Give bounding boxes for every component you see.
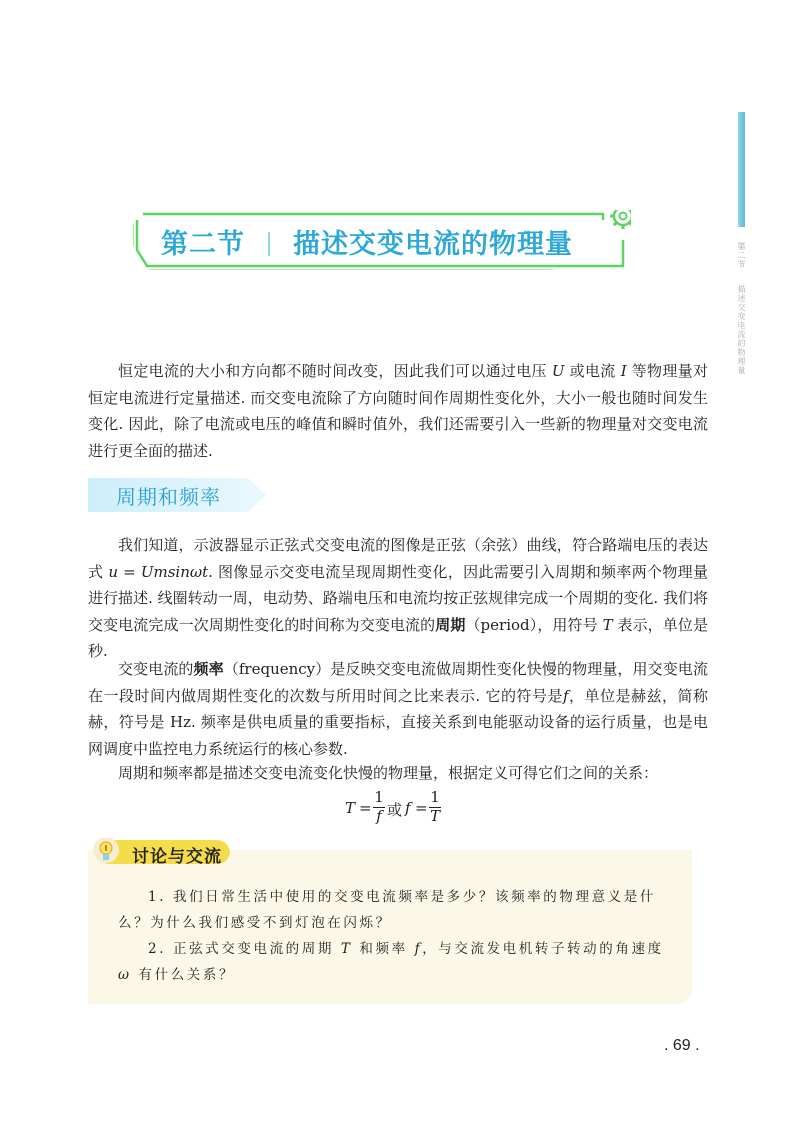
chapter-number: 第二节 [161,229,245,260]
gear-icon [610,210,631,229]
chapter-heading [133,210,631,270]
side-tab-chapter: 第二节 [737,242,746,269]
intro-paragraph: 恒定电流的大小和方向都不随时间改变，因此我们可以通过电压 U 或电流 I 等物理量对恒定电流进行定量描述. 而交变电流除了方向随时间作周期性变化外，大小一般也随时间发生变化. 因此，除了电流或电压的峰值和瞬时值外，我们还需要引入一些新的物理量对交变电流进行更全面的描述. [88,362,708,460]
discussion-tab [88,838,233,866]
section-heading [88,478,268,512]
formula-or: 或 [387,801,403,819]
period-frequency-formula: T = 1 f 或 f = 1 T [345,788,440,825]
chapter-divider [268,232,270,256]
discussion-question-2: 2. 正弦式交变电流的周期 T 和频率 f，与交流发电机转子转动的角速度 ω 有什么关系？ [118,941,664,983]
discussion-title: 讨论与交流 [132,847,222,867]
side-tab-title: 描述交变电流的物理量 [737,285,746,375]
chapter-title: 描述交变电流的物理量 [293,229,573,260]
frequency-paragraph: 交变电流的频率（frequency）是反映交变电流做周期性变化快慢的物理量，用交变电流在一段时间内做周期性变化的次数与所用时间之比来表示. 它的符号是f，单位是赫兹，简称赫，符号是 Hz. 频率是供电质量的重要指标，直接关系到电能驱动设备的运行质量，也是电网调度中监控电力系统运行的核心参数. [88,660,708,758]
period-paragraph: 我们知道，示波器显示正弦式交变电流的图像是正弦（余弦）曲线，符合路端电压的表达式 u = Umsinωt. 图像显示交变电流呈现周期性变化，因此需要引入周期和频率两个物理量进行描述. 线圈转动一周，电动势、路端电压和电流均按正弦规律完成一个周期的变化. 我们将交变电流完成一次周期性变化的时间称为交变电流的周期（period），用符号 T 表示，单位是秒. [88,536,708,660]
lightbulb-icon [93,838,119,863]
relation-paragraph: 周期和频率都是描述交变电流变化快慢的物理量，根据定义可得它们之间的关系： [118,764,659,782]
formula-f: f [405,799,411,817]
section-title: 周期和频率 [116,485,221,509]
formula-equals-2: = [415,799,428,817]
formula-t: T [345,799,356,817]
discussion-question-1: 1. 我们日常生活中使用的交变电流频率是多少？该频率的物理意义是什么？为什么我们感受不到灯泡在闪烁？ [118,889,656,931]
side-tab-bar [738,112,745,227]
formula-equals: = [359,799,372,817]
page-number: . 69 . [664,1037,700,1054]
